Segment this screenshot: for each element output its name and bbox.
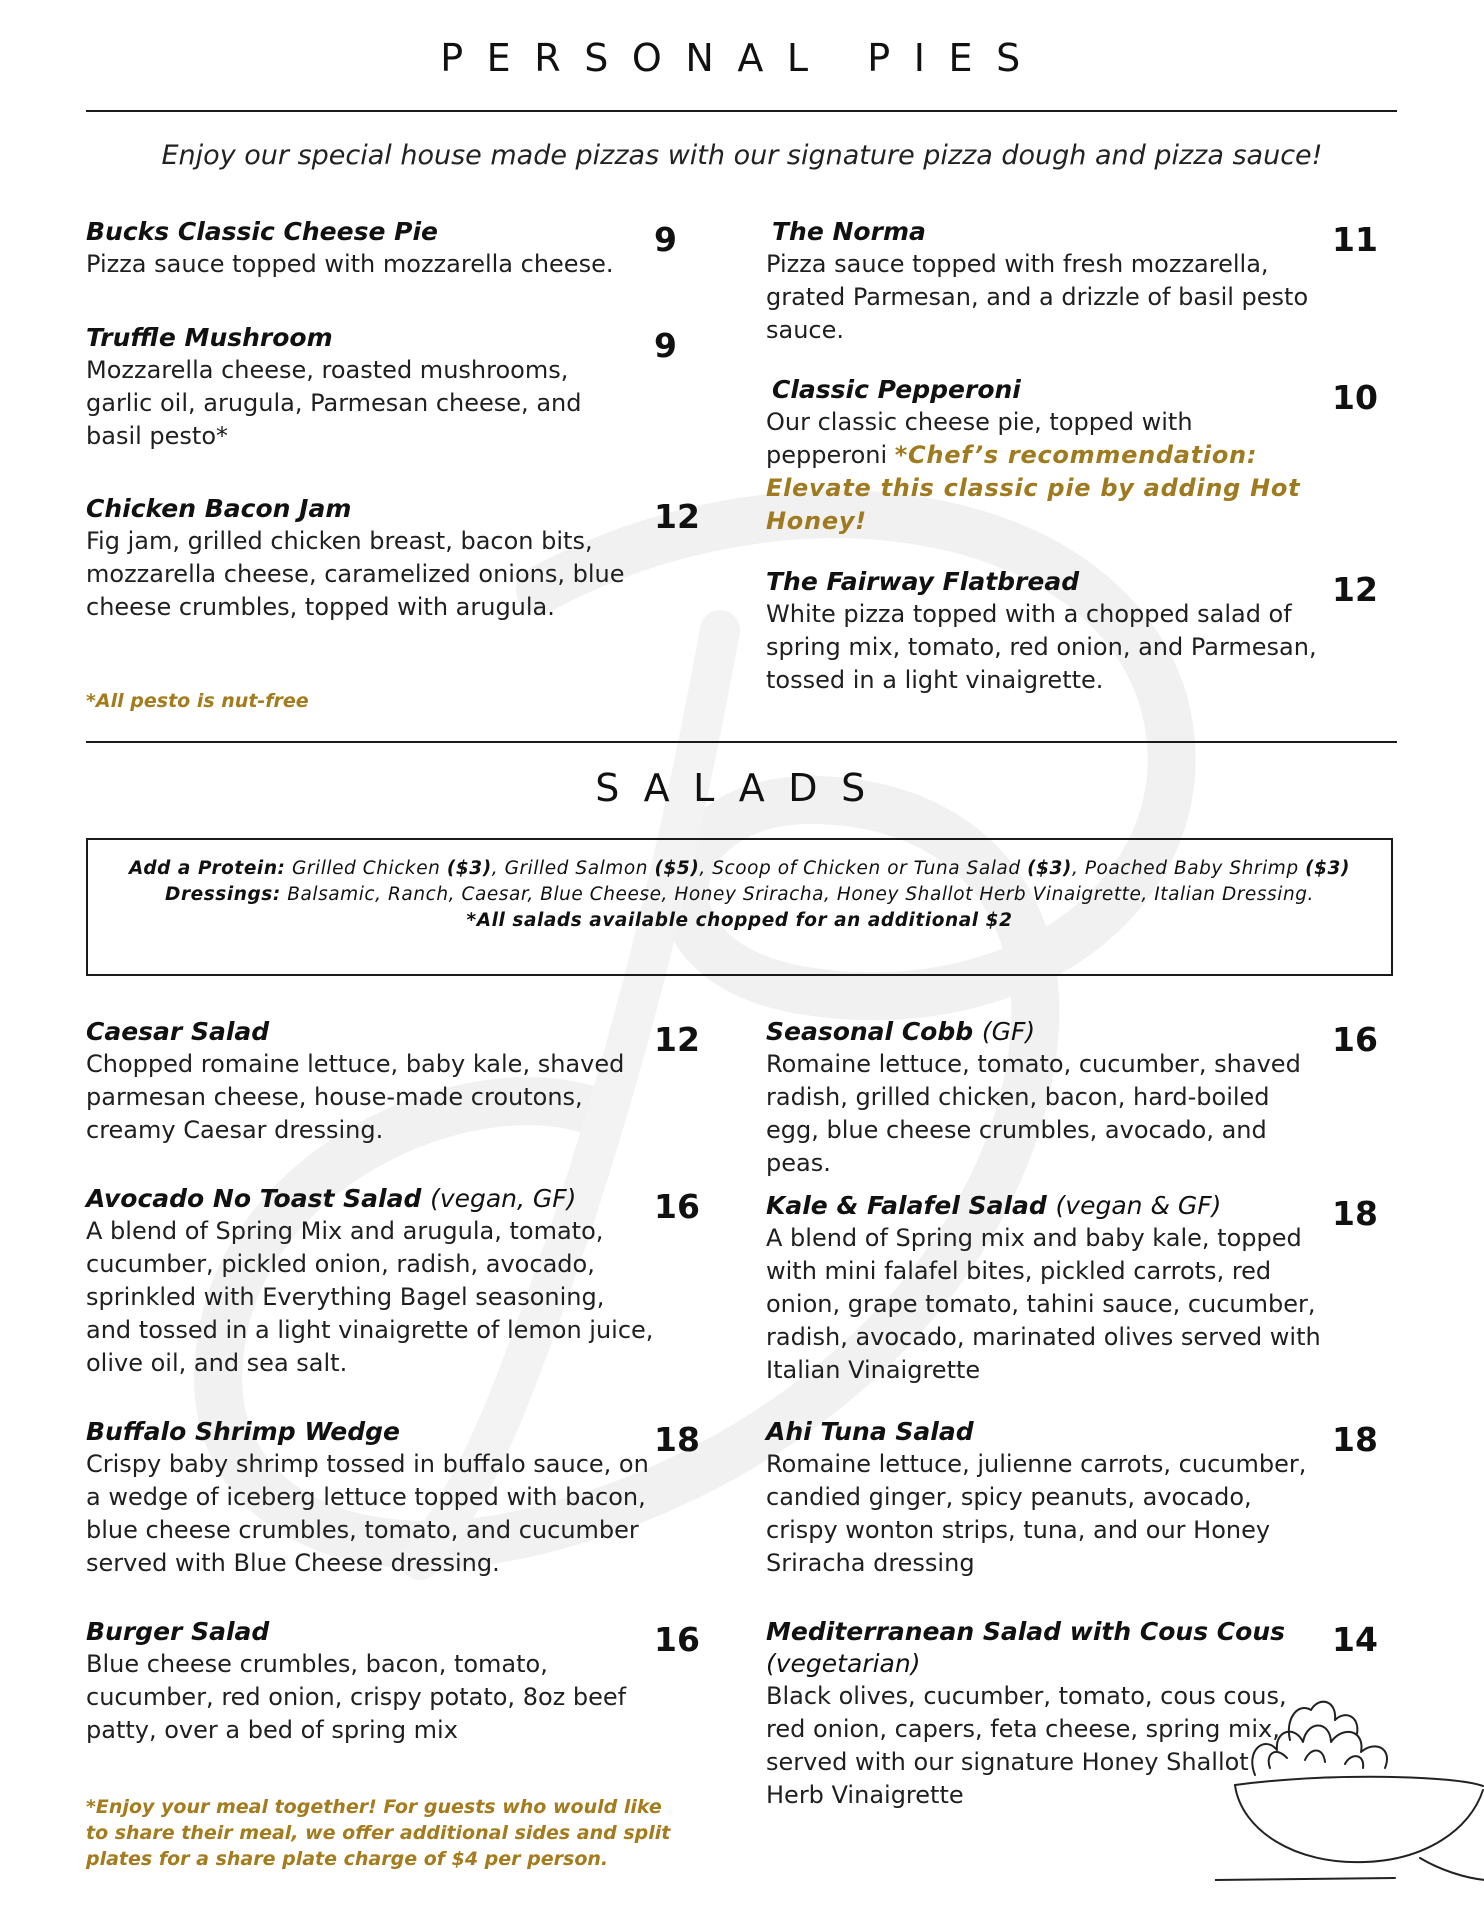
item-description: White pizza topped with a chopped salad of spring mix, tomato, red onion, and Parmesan, tossed in a light vinaigrette.: [766, 600, 1317, 694]
dressings-list: Balsamic, Ranch, Caesar, Blue Cheese, Honey Sriracha, Honey Shallot Herb Vinaigrette, Italian Dressing.: [287, 884, 1314, 905]
item-name: [766, 1190, 1336, 1222]
item-name: Chicken Bacon Jam: [86, 494, 352, 523]
pies-intro: Enjoy our special house made pizzas with our signature pizza dough and pizza sauce!: [161, 140, 1323, 171]
menu-item: [86, 216, 646, 281]
menu-item: [766, 1416, 1326, 1580]
item-price: 18: [1332, 1194, 1378, 1233]
item-name-text: Caesar Salad: [86, 1017, 270, 1046]
item-description: Pizza sauce topped with fresh mozzarella, grated Parmesan, and a drizzle of basil pesto sauce.: [766, 250, 1309, 344]
protein-option: Grilled Salmon: [504, 858, 649, 879]
diet-tag: (vegetarian): [766, 1649, 921, 1678]
protein-price: ($3): [446, 858, 492, 879]
pesto-note: *All pesto is nut-free: [86, 690, 309, 712]
item-price: 14: [1332, 1620, 1378, 1659]
salad-info-box: [86, 838, 1393, 976]
menu-item: [766, 374, 1306, 538]
chopped-note: *All salads available chopped for an additional $2: [466, 910, 1013, 931]
item-description: Pizza sauce topped with mozzarella cheese.: [86, 250, 614, 278]
salad-bowl-icon: [1215, 1680, 1484, 1890]
item-price: 18: [1332, 1420, 1378, 1459]
diet-tag: (vegan & GF): [1055, 1191, 1222, 1220]
menu-item: [766, 1190, 1336, 1387]
item-description: A blend of Spring mix and baby kale, topped with mini falafel bites, pickled carrots, red onion, grape tomato, tahini sauce, cucumber, radish, avocado, marinated olives served with Italian Vinaigrette: [766, 1224, 1321, 1384]
item-name: [86, 1416, 656, 1448]
menu-item: [86, 1016, 656, 1147]
item-description: Blue cheese crumbles, bacon, tomato, cucumber, red onion, crispy potato, 8oz beef patty, over a bed of spring mix: [86, 1650, 627, 1744]
protein-price: ($5): [654, 858, 700, 879]
protein-option: Poached Baby Shrimp: [1084, 858, 1299, 879]
menu-item: [86, 1616, 656, 1747]
item-price: 9: [654, 326, 677, 365]
item-price: 10: [1332, 378, 1378, 417]
item-name: [86, 1616, 656, 1648]
item-price: 12: [654, 1020, 700, 1059]
menu-item: [86, 1183, 656, 1380]
item-price: 16: [1332, 1020, 1378, 1059]
item-price: 16: [654, 1187, 700, 1226]
menu-item: [766, 1016, 1326, 1180]
divider: [86, 741, 1397, 743]
item-name: [86, 1016, 656, 1048]
item-name-text: Avocado No Toast Salad: [86, 1184, 422, 1213]
menu-item: [86, 1416, 656, 1580]
protein-option: Grilled Chicken: [291, 858, 441, 879]
item-description-text: Our classic cheese pie, topped with pepperoni: [766, 408, 1193, 469]
item-price: 16: [654, 1620, 700, 1659]
item-name: The Norma: [772, 217, 926, 246]
item-price: 12: [654, 497, 700, 536]
item-description: Fig jam, grilled chicken breast, bacon bits, mozzarella cheese, caramelized onions, blue cheese crumbles, topped with arugula.: [86, 527, 625, 621]
item-name: [766, 1016, 1326, 1048]
protein-price: ($3): [1027, 858, 1072, 879]
item-description: Black olives, cucumber, tomato, cous cous, red onion, capers, feta cheese, spring mix, served with our signature Honey Shallot Herb Vinaigrette: [766, 1682, 1287, 1809]
divider: [86, 110, 1397, 112]
item-price: 12: [1332, 570, 1378, 609]
menu-item: [86, 322, 606, 453]
item-description: Romaine lettuce, julienne carrots, cucumber, candied ginger, spicy peanuts, avocado, crispy wonton strips, tuna, and our Honey Sriracha dressing: [766, 1450, 1307, 1577]
menu-item: [766, 566, 1326, 697]
menu-item: [86, 493, 656, 624]
item-price: 18: [654, 1420, 700, 1459]
item-description: Chopped romaine lettuce, baby kale, shaved parmesan cheese, house-made croutons, creamy Caesar dressing.: [86, 1050, 625, 1144]
item-name: Truffle Mushroom: [86, 323, 333, 352]
share-note: *Enjoy your meal together! For guests who would like to share their meal, we offer additional sides and split plates for a share plate charge of $4 per person.: [86, 1796, 671, 1870]
item-name-text: Kale & Falafel Salad: [766, 1191, 1047, 1220]
protein-line: Add a Protein: Grilled Chicken ($3), Grilled Salmon ($5), Scoop of Chicken or Tuna Salad ($3), Poached Baby Shrimp ($3) Dressings: Balsamic, Ranch, Caesar, Blue Cheese, Honey Sriracha, Honey Shallot Herb Vinaigrette, Italian Dressing.: [129, 858, 1350, 905]
item-description: [766, 406, 1306, 538]
item-name: [86, 1183, 656, 1215]
dressings-label: Dressings:: [165, 884, 281, 905]
item-name: Classic Pepperoni: [772, 375, 1021, 404]
item-price: 9: [654, 220, 677, 259]
protein-label: Add a Protein:: [129, 858, 286, 879]
item-name: [766, 1416, 1326, 1448]
protein-option: Scoop of Chicken or Tuna Salad: [712, 858, 1021, 879]
item-description: Mozzarella cheese, roasted mushrooms, garlic oil, arugula, Parmesan cheese, and basil pesto*: [86, 356, 582, 450]
menu-item: [766, 216, 1326, 347]
item-name: Bucks Classic Cheese Pie: [86, 217, 438, 246]
item-name: [766, 1616, 1306, 1680]
protein-price: ($3): [1305, 858, 1350, 879]
item-name-text: Mediterranean Salad with Cous Cous: [766, 1617, 1285, 1646]
item-description: A blend of Spring Mix and arugula, tomato, cucumber, pickled onion, radish, avocado, sprinkled with Everything Bagel seasoning, and tossed in a light vinaigrette of lemon juice, olive oil, and sea salt.: [86, 1217, 654, 1377]
diet-tag: (GF): [981, 1017, 1036, 1046]
item-name-text: Seasonal Cobb: [766, 1017, 974, 1046]
item-name: The Fairway Flatbread: [766, 567, 1080, 596]
chef-recommendation: *Chef’s recommendation: Elevate this classic pie by adding Hot Honey!: [766, 441, 1301, 535]
item-name-text: Ahi Tuna Salad: [766, 1417, 974, 1446]
item-description: Crispy baby shrimp tossed in buffalo sauce, on a wedge of iceberg lettuce topped with bacon, blue cheese crumbles, tomato, and cucumber served with Blue Cheese dressing.: [86, 1450, 649, 1577]
item-price: 11: [1332, 220, 1378, 259]
diet-tag: (vegan, GF): [430, 1184, 577, 1213]
section-title-salads: SALADS: [595, 766, 889, 810]
item-description: Romaine lettuce, tomato, cucumber, shaved radish, grilled chicken, bacon, hard-boiled egg, blue cheese crumbles, avocado, and peas.: [766, 1050, 1301, 1177]
section-title-personal-pies: PERSONAL PIES: [440, 36, 1044, 80]
item-name-text: Buffalo Shrimp Wedge: [86, 1417, 401, 1446]
item-name-text: Burger Salad: [86, 1617, 270, 1646]
